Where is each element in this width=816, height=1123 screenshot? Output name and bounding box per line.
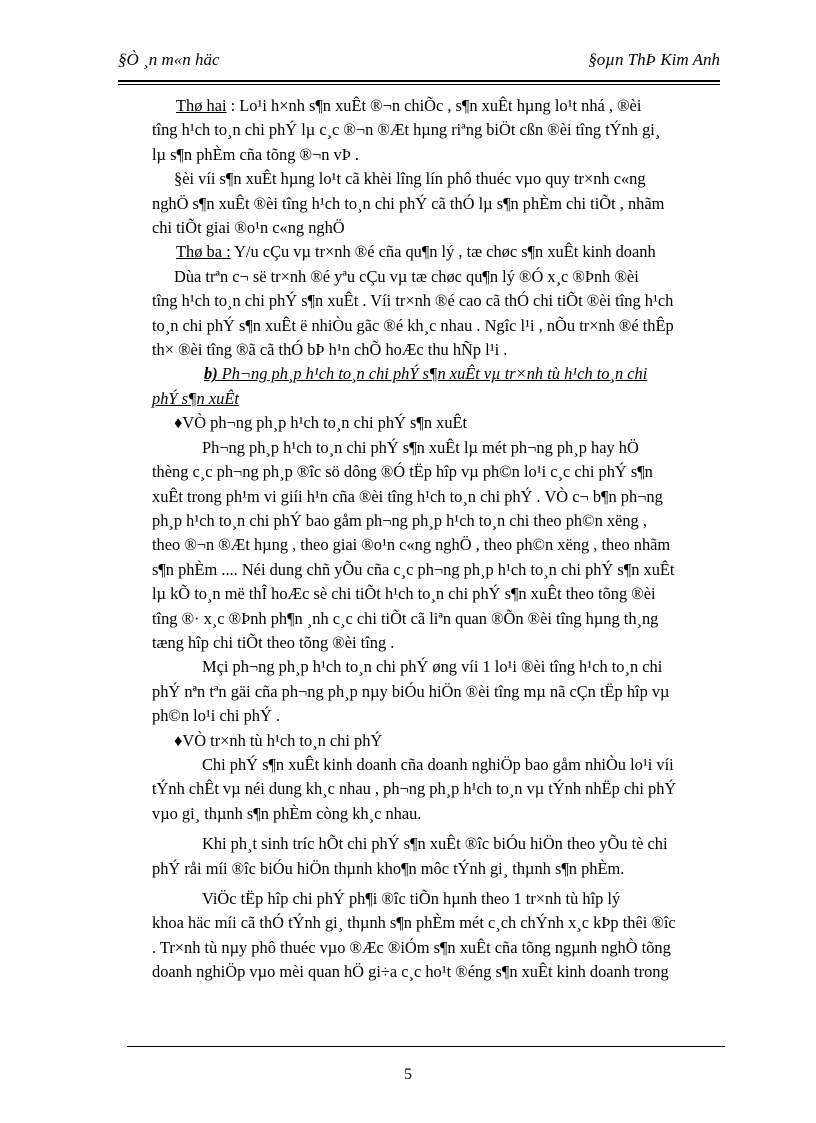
paragraph-line: . Tr×nh tù nµy phô thuéc vµo ®Æc ®iÓm s¶n xuÊt cña tõng ngµnh nghÒ tõng bbox=[152, 937, 671, 957]
paragraph-line: nghÖ s¶n xuÊt ®èi tîng h¹ch to¸n chi phÝ cã thÓ lµ s¶n phÈm chi tiÕt , nhãm bbox=[152, 193, 665, 213]
paragraph-line: phÝ nªn tªn gäi cña ph¬ng ph¸p nµy biÓu hiÖn ®èi tîng mµ nã cÇn tËp hîp vµ bbox=[152, 681, 670, 701]
paragraph-line: Dùa trªn c¬ së tr×nh ®é yªu cÇu vµ tæ chøc qu¶n lý ®Ó x¸c ®Þnh ®èi bbox=[174, 266, 639, 286]
paragraph-line: ph¸p h¹ch to¸n chi phÝ bao gåm ph¬ng ph¸p h¹ch to¸n chi theo ph©n xëng , bbox=[152, 510, 647, 530]
bullet-sequence bbox=[174, 729, 742, 753]
bullet-line: ♦VÒ tr×nh tù h¹ch to¸n chi phÝ bbox=[174, 730, 383, 750]
paragraph-line: tîng ®· x¸c ®Þnh ph¶n ¸nh c¸c chi tiÕt cã liªn quan ®Õn ®èi tîng hµng th¸ng bbox=[152, 608, 659, 628]
paragraph-line: chi tiÕt giai ®o¹n c«ng nghÖ bbox=[152, 218, 345, 238]
paragraph-line: khoa häc míi cã thÓ tÝnh gi¸ thµnh s¶n phÈm mét c¸ch chÝnh x¸c kÞp thêi ®îc bbox=[152, 913, 676, 933]
paragraph-collection bbox=[152, 887, 742, 985]
paragraph-line: Mçi ph¬ng ph¸p h¹ch to¸n chi phÝ øng víi 1 lo¹i ®èi tîng h¹ch to¸n chi bbox=[202, 657, 663, 677]
paragraph-line: lµ kÕ to¸n më thÎ hoÆc sè chi tiÕt h¹ch to¸n chi phÝ s¶n xuÊt theo tõng ®èi bbox=[152, 584, 656, 604]
paragraph-line: Y/u cÇu vµ tr×nh ®é cña qu¶n lý , tæ chøc s¶n xuÊt kinh doanh bbox=[230, 242, 656, 262]
heading-line: Ph¬ng ph¸p h¹ch to¸n chi phÝ s¶n xuÊt vµ tr×nh tù h¹ch to¸n chi bbox=[217, 364, 648, 384]
paragraph-line: thèng c¸c ph¬ng ph¸p ®îc sö dông ®Ó tËp hîp vµ ph©n lo¹i c¸c chi phÝ s¶n bbox=[152, 462, 653, 482]
header-author-name: §oµn ThÞ Kim Anh bbox=[588, 50, 720, 69]
paragraph-arising bbox=[152, 832, 742, 881]
paragraph-line: ViÖc tËp hîp chi phÝ ph¶i ®îc tiÕn hµnh theo 1 tr×nh tù hîp lý bbox=[202, 889, 621, 908]
paragraph-thu-hai bbox=[176, 94, 742, 118]
heading-line: phÝ s¶n xuÊt bbox=[152, 388, 239, 408]
paragraph-production-type bbox=[152, 167, 742, 240]
header-rule bbox=[118, 80, 720, 85]
paragraph-management-level bbox=[152, 265, 742, 363]
bullet-method bbox=[174, 411, 742, 435]
paragraph-line: tîng h¹ch to¸n chi phÝ s¶n xuÊt . Víi tr×nh ®é cao cã thÓ chi tiÕt ®èi tîng h¹ch bbox=[152, 291, 674, 311]
bullet-line: ♦VÒ ph¬ng ph¸p h¹ch to¸n chi phÝ s¶n xuÊt bbox=[174, 413, 468, 433]
section-heading-b bbox=[204, 362, 742, 386]
footer-rule bbox=[127, 1046, 725, 1047]
page-header bbox=[118, 50, 720, 86]
label-thu-ba: Thø ba : bbox=[176, 242, 231, 262]
paragraph-line: theo ®¬n ®Æt hµng , theo giai ®o¹n c«ng nghÖ , theo ph©n xëng , theo nhãm bbox=[152, 535, 671, 555]
heading-marker: b) bbox=[204, 364, 218, 384]
paragraph-line: Ph¬ng ph¸p h¹ch to¸n chi phÝ s¶n xuÊt lµ mét ph¬ng ph¸p hay hÖ bbox=[202, 437, 639, 457]
paragraph-line: vµo gi¸ thµnh s¶n phÈm còng kh¸c nhau. bbox=[152, 803, 422, 823]
section-heading-b-cont bbox=[152, 387, 742, 411]
label-thu-hai: Thø hai bbox=[176, 96, 227, 115]
paragraph-line: doanh nghiÖp vµo mèi quan hÖ gi÷a c¸c ho¹t ®éng s¶n xuÊt kinh doanh trong bbox=[152, 962, 669, 982]
paragraph-method bbox=[152, 436, 742, 656]
paragraph-line: Chi phÝ s¶n xuÊt kinh doanh cña doanh nghiÖp bao gåm nhiÒu lo¹i víi bbox=[202, 754, 674, 774]
paragraph-line: : Lo¹i h×nh s¶n xuÊt ®¬n chiÕc , s¶n xuÊt hµng lo¹t nhá , ®èi bbox=[226, 96, 642, 115]
paragraph-each-method bbox=[152, 655, 742, 728]
paragraph-line: th× ®èi tîng ®ã cã thÓ bÞ h¹n chÕ hoÆc thu hÑp l¹i . bbox=[152, 340, 508, 360]
paragraph-line: xuÊt trong ph¹m vi giíi h¹n cña ®èi tîng h¹ch to¸n chi phÝ . VÒ c¬ b¶n ph¬ng bbox=[152, 486, 663, 506]
page-number: 5 bbox=[404, 1066, 412, 1083]
paragraph-line: phÝ råi míi ®îc biÓu hiÖn thµnh kho¶n môc tÝnh gi¸ thµnh s¶n phÈm. bbox=[152, 858, 625, 878]
paragraph-line: to¸n chi phÝ s¶n xuÊt ë nhiÒu gãc ®é kh¸c nhau . Ngîc l¹i , nÕu tr×nh ®é thÊp bbox=[152, 315, 674, 335]
paragraph-line: s¶n phÈm .... Néi dung chñ yÕu cña c¸c ph¬ng ph¸p h¹ch to¸n chi phÝ s¶n xuÊt bbox=[152, 559, 675, 579]
paragraph-line: lµ s¶n phÈm cña tõng ®¬n vÞ . bbox=[152, 144, 360, 164]
paragraph-costs bbox=[152, 753, 742, 826]
header-course-title: §Ò ¸n m«n häc bbox=[118, 50, 220, 69]
paragraph-line: Khi ph¸t sinh tríc hÕt chi phÝ s¶n xuÊt ®îc biÓu hiÖn theo yÕu tè chi bbox=[202, 834, 668, 854]
paragraph-line: tæng hîp chi tiÕt theo tõng ®èi tîng . bbox=[152, 632, 395, 652]
paragraph-line: tÝnh chÊt vµ néi dung kh¸c nhau , ph¬ng ph¸p h¹ch to¸n vµ tÝnh nhËp chi phÝ bbox=[152, 779, 677, 799]
paragraph-line: ph©n lo¹i chi phÝ . bbox=[152, 706, 280, 726]
document-body bbox=[152, 94, 742, 985]
paragraph-line: §èi víi s¶n xuÊt hµng lo¹t cã khèi lîng lín phô thuéc vµo quy tr×nh c«ng bbox=[174, 169, 646, 189]
paragraph-line: tîng h¹ch to¸n chi phÝ lµ c¸c ®¬n ®Æt hµng riªng biÖt cßn ®èi tîng tÝnh gi¸ bbox=[152, 120, 661, 140]
paragraph-thu-ba bbox=[176, 240, 742, 264]
paragraph-thu-hai-cont bbox=[152, 118, 742, 167]
